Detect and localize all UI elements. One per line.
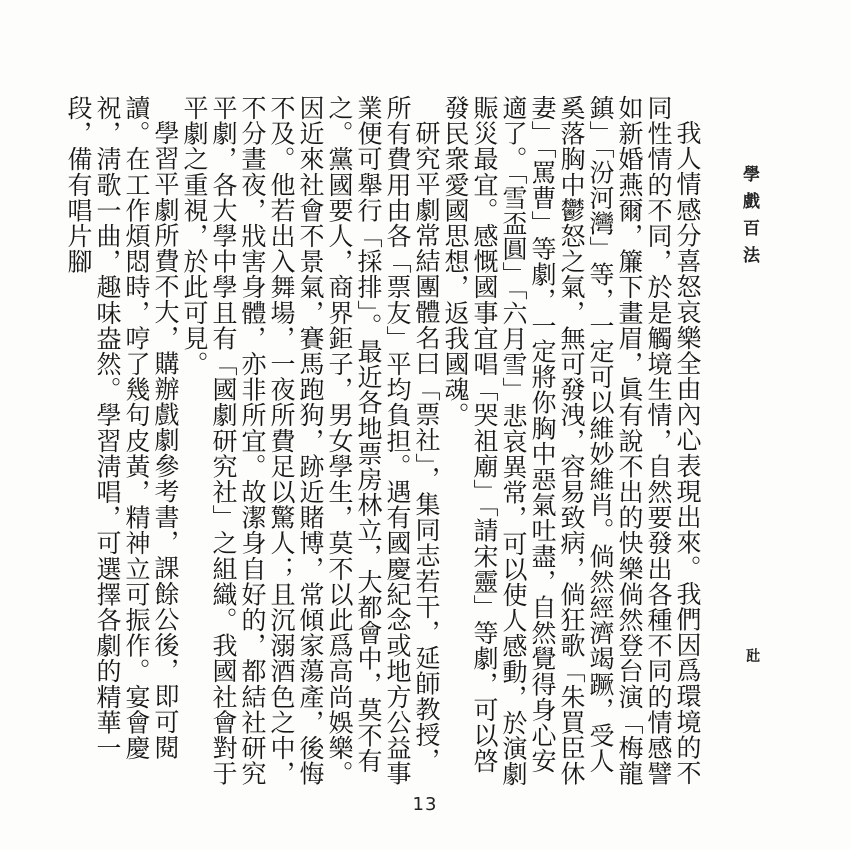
running-header-title: 學戲百法 [739, 165, 759, 273]
paragraph-learning-cost: 學習平劇所費不大，購辦戲劇參考書，課餘公後，即可閱讀。在工作煩悶時，哼了幾句皮黃，精神立可振作。宴會慶祝，淸歌一曲，趣味盎然。學習淸唱，可選擇各劇的精華一段，備有唱片腳 [64, 95, 180, 761]
page-number: 13 [412, 794, 438, 815]
running-header-mark: 瓧 [744, 648, 760, 662]
paragraph-emotions: 我人情感分喜怒哀樂全由內心表現出來。我們因爲環境的不同性情的不同，於是觸境生情，自然要發出各種不同的情感譬如新婚燕爾，簾下畫眉，眞有說不出的快樂倘然登台演「梅龍鎮」「汾河灣」等，一定可以維妙維肖。倘然經濟竭蹶，受人奚落胸中鬱怒之氣，無可發洩，容易致病，倘狂歌「朱買臣休妻」「罵曹」等劇，一定將你胸中惡氣吐盡，自然覺得身心安適了。「雪盃圓」「六月雪」悲哀異常，可以使人感動，於演劇賑災最宜。感慨國事宜唱「哭祖廟」「請宋靈」等劇，可以啓發民衆愛國思想，返我國魂。 [441, 95, 702, 787]
paragraph-piao-she: 研究平劇常結團體名曰「票社」，集同志若干，延師教授，所有費用由各「票友」平均負担。遇有國慶紀念或地方公益事業便可舉行「採排」。最近各地票房林立，大都會中，莫不有之。黨國要人，商界鉅子，男女學生，莫不以此爲高尚娛樂。因近來社會不景氣，賽馬跑狗，跡近賭博，常傾家蕩產，後悔不及。他若出入舞場，一夜所費足以驚人；且沉溺酒色之中，不分晝夜，戕害身體，亦非所宜。故潔身自好的，都結社研究平劇，各大學中學且有「國劇研究社」之組織。我國社會對于平劇之重視，於此可見。 [180, 95, 441, 787]
body-text [64, 95, 702, 795]
